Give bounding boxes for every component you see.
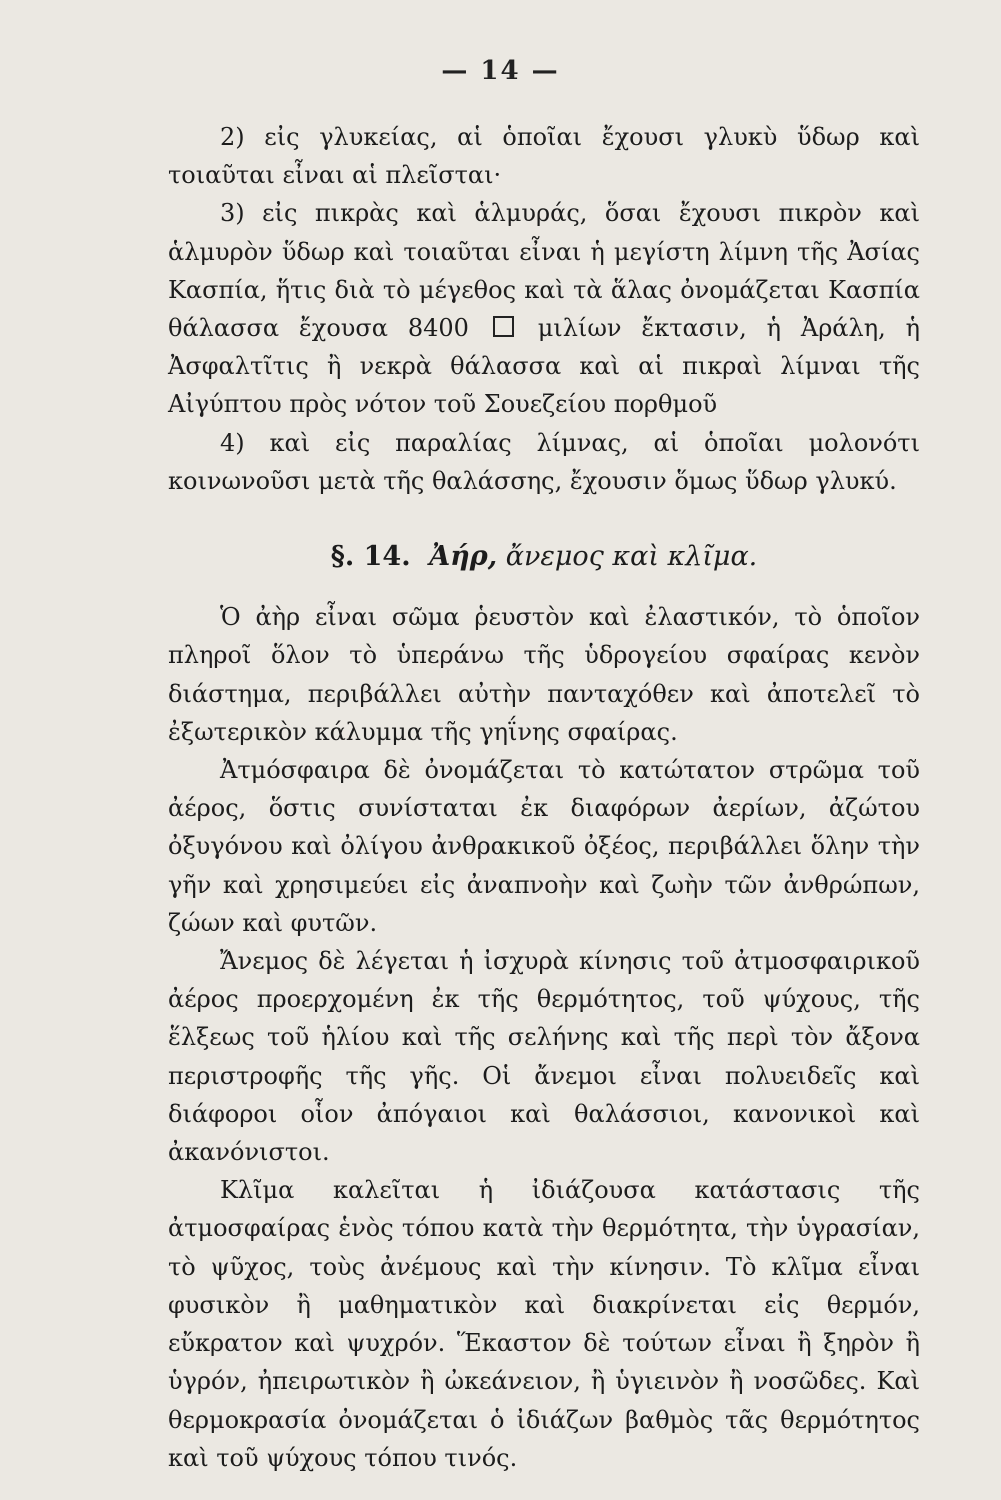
body-text <box>168 118 920 1477</box>
section-title-rest: ἄνεμος καὶ κλῖμα. <box>505 541 758 573</box>
list-item-4: 4) καὶ εἰς παραλίας λίμνας, αἱ ὁποῖαι μολονότι κοινωνοῦσι μετὰ τῆς θαλάσσης, ἔχουσιν ὅμως ὕδωρ γλυκύ. <box>168 428 920 495</box>
page-number: — 14 — <box>441 56 560 86</box>
paragraph-wind: Ἄνεμος δὲ λέγεται ἡ ἰσχυρὰ κίνησις τοῦ ἀτμοσφαιρικοῦ ἀέρος προερχομένη ἐκ τῆς θερμότητος, τοῦ ψύχους, τῆς ἕλξεως τοῦ ἡλίου καὶ τῆς σελήνης καὶ τῆς περὶ τὸν ἄξονα περιστροφῆς τῆς γῆς. Οἱ ἄνεμοι εἶναι πολυειδεῖς καὶ διάφοροι οἷον ἀπόγαιοι καὶ θαλάσσιοι, κανονικοὶ καὶ ἀκανόνιστοι. <box>168 947 920 1167</box>
list-item-3 <box>168 194 920 423</box>
section-heading <box>168 538 920 576</box>
list-item-3-text-b: μιλίων ἔκτασιν, ἡ Ἀράλη, ἡ Ἀσφαλτῖτις ἢ νεκρὰ θάλασσα καὶ αἱ πικραὶ λίμναι τῆς Αἰγύπτου πρὸς νότον τοῦ Σουεζείου πορθμοῦ <box>168 314 920 419</box>
paragraph-air: Ὁ ἀὴρ εἶναι σῶμα ῥευστὸν καὶ ἐλαστικόν, τὸ ὁποῖον πληροῖ ὅλον τὸ ὑπεράνω τῆς ὑδρογείου σφαίρας κενὸν διάστημα, περιβάλλει αὐτὴν πανταχόθεν καὶ ἀποτελεῖ τὸ ἐξωτερικὸν κάλυμμα τῆς γηΐνης σφαίρας. <box>168 603 920 746</box>
paragraph-climate: Κλῖμα καλεῖται ἡ ἰδιάζουσα κατάστασις τῆς ἀτμοσφαίρας ἑνὸς τόπου κατὰ τὴν θερμότητα, τὴν ὑγρασίαν, τὸ ψῦχος, τοὺς ἀνέμους καὶ τὴν κίνησιν. Τὸ κλῖμα εἶναι φυσικὸν ἢ μαθηματικὸν καὶ διακρίνεται εἰς θερμόν, εὔκρατον καὶ ψυχρόν. Ἕκαστον δὲ τούτων εἶναι ἢ ξηρὸν ἢ ὑγρόν, ἠπειρωτικὸν ἢ ὠκεάνειον, ἢ ὑγιεινὸν ἢ νοσῶδες. Καὶ θερμοκρασία ὀνομάζεται ὁ ἰδιάζων βαθμὸς τᾶς θερμότητος καὶ τοῦ ψύχους τόπου τινός. <box>168 1176 920 1472</box>
section-number: §. 14. <box>330 541 411 573</box>
section-title-bold: Ἀήρ, <box>429 541 498 573</box>
paragraph-atmosphere: Ἀτμόσφαιρα δὲ ὀνομάζεται τὸ κατώτατον στρῶμα τοῦ ἀέρος, ὅστις συνίσταται ἐκ διαφόρων ἀερίων, ἀζώτου ὀξυγόνου καὶ ὀλίγου ἀνθρακικοῦ ὀξέος, περιβάλλει ὅλην τὴν γῆν καὶ χρησιμεύει εἰς ἀναπνοὴν καὶ ζωὴν τῶν ἀνθρώπων, ζώων καὶ φυτῶν. <box>168 756 920 937</box>
list-item-2: 2) εἰς γλυκείας, αἱ ὁποῖαι ἔχουσι γλυκὺ ὕδωρ καὶ τοιαῦται εἶναι αἱ πλεῖσται· <box>168 123 920 190</box>
list-item-3-text-a: 3) εἰς πικρὰς καὶ ἁλμυράς, ὅσαι ἔχουσι πικρὸν καὶ ἁλμυρὸν ὕδωρ καὶ τοιαῦται εἶναι ἡ μεγίστη λίμνη τῆς Ἀσίας Κασπία, ἥτις διὰ τὸ μέγεθος καὶ τὰ ἅλας ὀνομάζεται Κασπία θάλασσα ἔχουσα 8400 <box>168 199 920 343</box>
square-mile-symbol-icon <box>493 316 514 337</box>
